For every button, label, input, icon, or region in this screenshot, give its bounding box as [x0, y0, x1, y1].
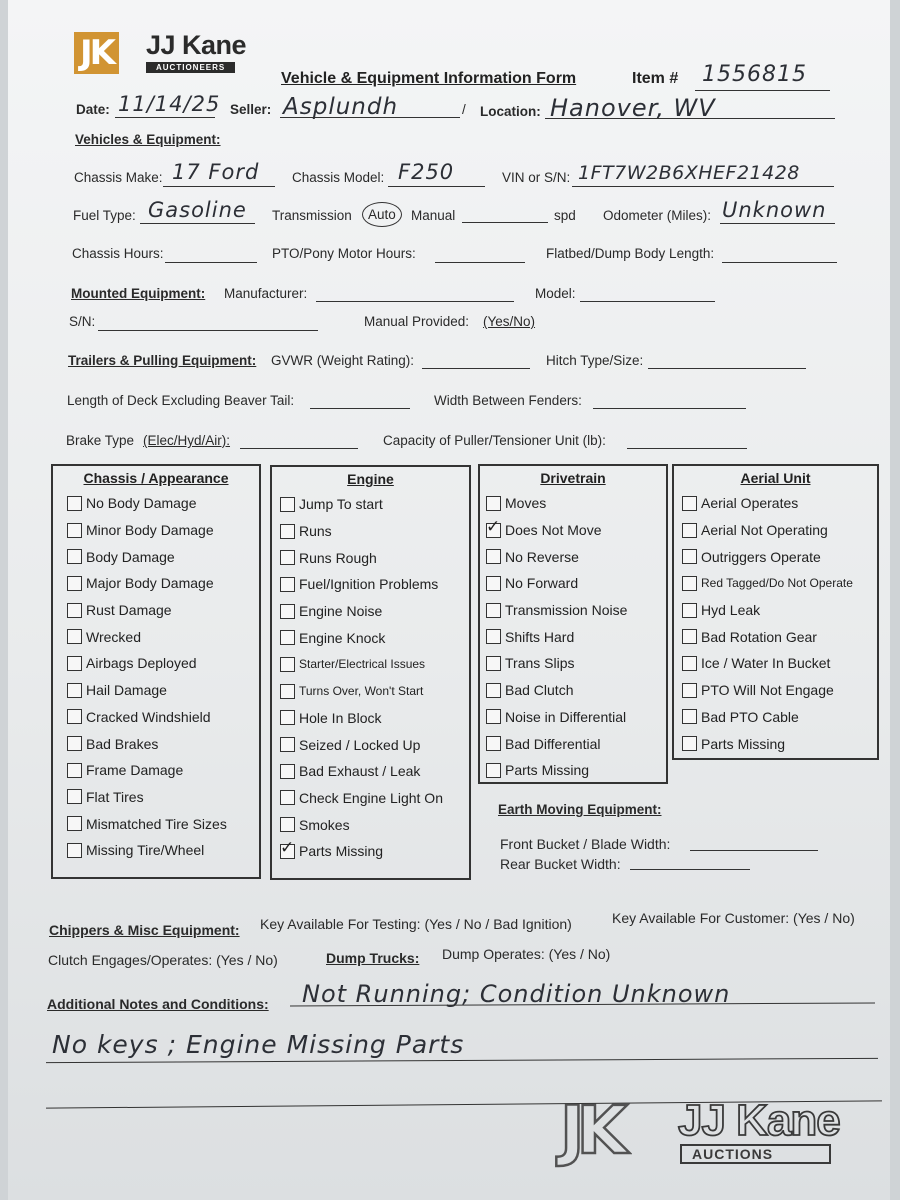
checklist-item[interactable] — [682, 650, 877, 677]
manufacturer-label: Manufacturer: — [224, 286, 308, 301]
checklist-item[interactable] — [280, 518, 469, 545]
checklist-item[interactable] — [486, 570, 666, 597]
checklist-item[interactable] — [682, 597, 877, 624]
checklist-item-label: Does Not Move — [505, 522, 602, 539]
checklist-item[interactable] — [486, 490, 666, 517]
checklist-item[interactable] — [486, 757, 666, 784]
manual-provided-opts: (Yes/No) — [483, 314, 536, 329]
checklist-item-label: Frame Damage — [86, 762, 184, 779]
aerial-box-title: Aerial Unit — [740, 470, 811, 486]
checklist-item[interactable] — [280, 731, 469, 758]
checklist-item[interactable] — [280, 811, 469, 838]
watermark-logo — [560, 1092, 620, 1169]
checkbox[interactable] — [67, 523, 82, 538]
checklist-item-label: No Reverse — [505, 548, 579, 565]
key-testing: Key Available For Testing: (Yes / No / Bad Ignition) — [260, 916, 572, 932]
form-title: Vehicle & Equipment Information Form — [281, 70, 577, 87]
checkbox[interactable] — [67, 843, 82, 858]
trailers-heading: Trailers & Pulling Equipment: — [68, 353, 257, 368]
logo-name: JJ Kane — [146, 30, 247, 60]
checklist-item-label: Runs — [299, 523, 332, 540]
pto-hours-label: PTO/Pony Motor Hours: — [272, 246, 416, 261]
engine-box-title: Engine — [347, 471, 394, 487]
checklist-item[interactable] — [486, 517, 666, 544]
checklist-item-label: Engine Knock — [299, 629, 386, 646]
checklist-item-label: Major Body Damage — [86, 575, 214, 592]
checklist-item-label: Noise in Differential — [505, 708, 627, 725]
location-label: Location: — [480, 104, 541, 119]
checkbox[interactable] — [67, 603, 82, 618]
date-value: 11/14/25 — [118, 92, 221, 116]
checkbox[interactable] — [486, 656, 501, 671]
checkbox[interactable] — [486, 523, 501, 538]
checklist-item-label: Body Damage — [86, 548, 175, 565]
checkbox[interactable] — [486, 629, 501, 644]
checklist-item[interactable] — [67, 623, 259, 650]
chassis-appearance-box — [51, 464, 261, 879]
checkbox[interactable] — [67, 683, 82, 698]
checkbox[interactable] — [280, 550, 295, 565]
checklist-item[interactable] — [67, 730, 259, 757]
checklist-item[interactable] — [682, 623, 877, 650]
checklist-item[interactable] — [682, 704, 877, 731]
checkbox[interactable] — [682, 496, 697, 511]
checkbox[interactable] — [682, 683, 697, 698]
transmission-manual: Manual — [411, 208, 456, 223]
transmission-label: Transmission — [272, 208, 352, 223]
checklist-item-label: Check Engine Light On — [299, 789, 443, 806]
checkbox[interactable] — [67, 549, 82, 564]
checklist-item-label: No Body Damage — [86, 495, 197, 512]
checklist-item-label: Hole In Block — [299, 709, 382, 726]
dump-label: Dump Operates: (Yes / No) — [442, 946, 611, 962]
checkbox[interactable] — [486, 736, 501, 751]
checkbox[interactable] — [682, 629, 697, 644]
checklist-item-label: Bad Brakes — [86, 735, 159, 752]
checklist-item-label: Parts Missing — [505, 762, 590, 779]
checkbox[interactable] — [682, 549, 697, 564]
chassis-model-value: F250 — [398, 160, 455, 184]
checklist-item[interactable] — [280, 544, 469, 571]
watermark-mark: JK — [560, 1092, 620, 1169]
aerial-unit-box — [672, 464, 879, 760]
chassis-make-value: 17 Ford — [172, 160, 260, 184]
vehicles-heading: Vehicles & Equipment: — [75, 132, 221, 147]
checklist-item-label: Bad Differential — [505, 735, 601, 752]
checklist-item[interactable] — [486, 704, 666, 731]
checklist-item-label: Parts Missing — [701, 735, 786, 752]
checkbox[interactable] — [67, 763, 82, 778]
checkbox[interactable] — [280, 657, 295, 672]
checkbox[interactable] — [486, 763, 501, 778]
slash: / — [462, 102, 466, 117]
checklist-item-label: Jump To start — [299, 496, 383, 513]
fuel-label: Fuel Type: — [73, 208, 136, 223]
checklist-item[interactable] — [682, 517, 877, 544]
checklist-item-label: Trans Slips — [505, 655, 575, 672]
checklist-item-label: Red Tagged/Do Not Operate — [701, 576, 853, 591]
checklist-item-label: Hail Damage — [86, 682, 167, 699]
checkbox[interactable] — [67, 789, 82, 804]
vin-label: VIN or S/N: — [502, 170, 571, 185]
checkbox[interactable] — [280, 577, 295, 592]
checklist-item[interactable] — [280, 758, 469, 785]
checklist-item-label: Aerial Operates — [701, 495, 799, 512]
checklist-item[interactable] — [486, 543, 666, 570]
front-bucket-label: Front Bucket / Blade Width: — [500, 836, 671, 852]
checkbox[interactable] — [67, 496, 82, 511]
checklist-item[interactable] — [486, 730, 666, 757]
chassis-model-label: Chassis Model: — [292, 170, 385, 185]
chassis-hours-label: Chassis Hours: — [72, 246, 164, 261]
checklist-item[interactable] — [67, 650, 259, 677]
checklist-item-label: Turns Over, Won't Start — [299, 684, 424, 699]
checkbox[interactable] — [67, 576, 82, 591]
checklist-item[interactable] — [280, 838, 469, 865]
checkbox[interactable] — [486, 603, 501, 618]
width-label: Width Between Fenders: — [434, 393, 582, 408]
flatbed-label: Flatbed/Dump Body Length: — [546, 246, 715, 261]
transmission-auto: Auto — [362, 202, 402, 227]
gvwr-label: GVWR (Weight Rating): — [271, 353, 415, 368]
checklist-item-label: Bad Clutch — [505, 682, 574, 699]
date-label: Date: — [76, 102, 110, 117]
checklist-item[interactable] — [280, 598, 469, 625]
checkbox[interactable] — [486, 576, 501, 591]
checklist-item[interactable] — [280, 678, 469, 705]
checklist-item[interactable] — [486, 597, 666, 624]
chassis-make-label: Chassis Make: — [74, 170, 163, 185]
checkbox[interactable] — [280, 524, 295, 539]
checkbox[interactable] — [486, 709, 501, 724]
drivetrain-box — [478, 464, 668, 784]
checklist-item-label: Ice / Water In Bucket — [701, 655, 831, 672]
item-value: 1556815 — [702, 62, 807, 87]
checklist-item[interactable] — [486, 623, 666, 650]
checkbox[interactable] — [280, 737, 295, 752]
checklist-item[interactable] — [67, 810, 259, 837]
checkbox[interactable] — [280, 497, 295, 512]
checklist-item[interactable] — [486, 677, 666, 704]
checklist-item[interactable] — [67, 677, 259, 704]
checklist-item[interactable] — [67, 837, 259, 864]
engine-box — [270, 465, 471, 880]
checklist-item-label: Bad Exhaust / Leak — [299, 763, 421, 780]
item-label: Item # — [632, 70, 679, 87]
checkbox[interactable] — [280, 604, 295, 619]
checklist-item[interactable] — [67, 704, 259, 731]
notes-line2: No keys ; Engine Missing Parts — [52, 1030, 465, 1059]
checklist-item-label: Bad PTO Cable — [701, 708, 799, 725]
checklist-item-label: Hyd Leak — [701, 602, 761, 619]
rear-bucket-label: Rear Bucket Width: — [500, 856, 621, 872]
checklist-item-label: Aerial Not Operating — [701, 522, 828, 539]
checklist-item[interactable] — [67, 543, 259, 570]
seller-value: Asplundh — [283, 94, 399, 120]
checklist-item-label: Bad Rotation Gear — [701, 628, 817, 645]
chassis-box-title: Chassis / Appearance — [83, 470, 229, 486]
checkbox[interactable] — [280, 630, 295, 645]
dump-heading: Dump Trucks: — [326, 950, 420, 966]
checklist-item[interactable] — [682, 570, 877, 597]
odometer-label: Odometer (Miles): — [603, 208, 712, 223]
key-customer: Key Available For Customer: (Yes / No) — [612, 910, 855, 926]
checkbox[interactable] — [682, 736, 697, 751]
checklist-item[interactable] — [280, 785, 469, 812]
checklist-item[interactable] — [682, 730, 877, 757]
checklist-item-label: Starter/Electrical Issues — [299, 657, 426, 672]
checklist-item[interactable] — [486, 650, 666, 677]
checklist-item[interactable] — [280, 571, 469, 598]
checkbox[interactable] — [280, 710, 295, 725]
watermark-name: JJ Kane — [678, 1096, 840, 1145]
deck-label: Length of Deck Excluding Beaver Tail: — [67, 393, 295, 408]
checklist-item-label: Mismatched Tire Sizes — [86, 815, 227, 832]
brake-opts: (Elec/Hyd/Air): — [143, 433, 231, 448]
checkbox[interactable] — [280, 684, 295, 699]
checkbox[interactable] — [682, 523, 697, 538]
logo-mark: JK — [74, 32, 119, 74]
model-label: Model: — [535, 286, 576, 301]
checklist-item[interactable] — [280, 491, 469, 518]
checkbox[interactable] — [280, 764, 295, 779]
checkbox[interactable] — [682, 709, 697, 724]
checklist-item-label: Flat Tires — [86, 788, 144, 805]
checklist-item[interactable] — [682, 490, 877, 517]
checklist-item-label: Fuel/Ignition Problems — [299, 576, 439, 593]
hitch-label: Hitch Type/Size: — [546, 353, 644, 368]
drivetrain-box-title: Drivetrain — [540, 470, 606, 486]
chippers-heading: Chippers & Misc Equipment: — [49, 922, 240, 938]
checklist-item[interactable] — [67, 517, 259, 544]
checklist-item-label: No Forward — [505, 575, 579, 592]
checkbox[interactable] — [67, 629, 82, 644]
checkbox[interactable] — [67, 656, 82, 671]
checklist-item[interactable] — [280, 624, 469, 651]
checklist-item-label: PTO Will Not Engage — [701, 682, 834, 699]
checklist-item[interactable] — [682, 543, 877, 570]
checkbox[interactable] — [486, 549, 501, 564]
checklist-item[interactable] — [682, 677, 877, 704]
fuel-value: Gasoline — [148, 198, 247, 222]
checklist-item-label: Runs Rough — [299, 549, 377, 566]
sn-label: S/N: — [69, 314, 96, 329]
checkbox[interactable] — [67, 709, 82, 724]
watermark-sub: AUCTIONS — [680, 1144, 831, 1164]
checklist-item[interactable] — [280, 705, 469, 732]
checklist-item-label: Rust Damage — [86, 602, 172, 619]
checkbox[interactable] — [280, 790, 295, 805]
checkbox[interactable] — [682, 656, 697, 671]
checklist-item-label: Minor Body Damage — [86, 522, 214, 539]
checklist-item[interactable] — [67, 784, 259, 811]
earth-moving-heading: Earth Moving Equipment: — [498, 802, 662, 817]
checklist-item-label: Wrecked — [86, 628, 141, 645]
mounted-heading: Mounted Equipment: — [71, 286, 206, 301]
checkbox[interactable] — [486, 683, 501, 698]
checklist-item-label: Moves — [505, 495, 547, 512]
checklist-item-label: Cracked Windshield — [86, 708, 211, 725]
checklist-item-label: Airbags Deployed — [86, 655, 197, 672]
manual-provided-label: Manual Provided: — [364, 314, 470, 329]
odometer-value: Unknown — [722, 198, 827, 222]
logo-sub: AUCTIONEERS — [146, 62, 235, 73]
checklist-item[interactable] — [280, 651, 469, 678]
checklist-item-label: Seized / Locked Up — [299, 736, 421, 753]
notes-line1: Not Running; Condition Unknown — [302, 980, 731, 1008]
checkbox[interactable] — [682, 576, 697, 591]
checklist-item-label: Smokes — [299, 816, 350, 833]
checkbox[interactable] — [486, 496, 501, 511]
checkbox[interactable] — [682, 603, 697, 618]
checklist-item[interactable] — [67, 757, 259, 784]
checkbox[interactable] — [67, 736, 82, 751]
capacity-label: Capacity of Puller/Tensioner Unit (lb): — [383, 433, 606, 448]
checklist-item-label: Outriggers Operate — [701, 548, 821, 565]
checklist-item-label: Shifts Hard — [505, 628, 575, 645]
checkbox[interactable] — [280, 817, 295, 832]
checkbox[interactable] — [280, 844, 295, 859]
checklist-item-label: Transmission Noise — [505, 602, 628, 619]
checklist-item-label: Engine Noise — [299, 603, 383, 620]
seller-label: Seller: — [230, 102, 272, 117]
jjkane-logo — [74, 32, 119, 76]
location-value: Hanover, WV — [550, 94, 716, 122]
checklist-item[interactable] — [67, 597, 259, 624]
spd-label: spd — [554, 208, 576, 223]
checklist-item[interactable] — [67, 490, 259, 517]
checklist-item-label: Parts Missing — [299, 843, 384, 860]
checklist-item[interactable] — [67, 570, 259, 597]
checklist-item-label: Missing Tire/Wheel — [86, 842, 205, 859]
checkbox[interactable] — [67, 816, 82, 831]
brake-label: Brake Type — [66, 433, 135, 448]
vin-value: 1FT7W2B6XHEF21428 — [578, 162, 800, 184]
notes-heading: Additional Notes and Conditions: — [47, 996, 269, 1012]
clutch-label: Clutch Engages/Operates: (Yes / No) — [48, 952, 278, 968]
